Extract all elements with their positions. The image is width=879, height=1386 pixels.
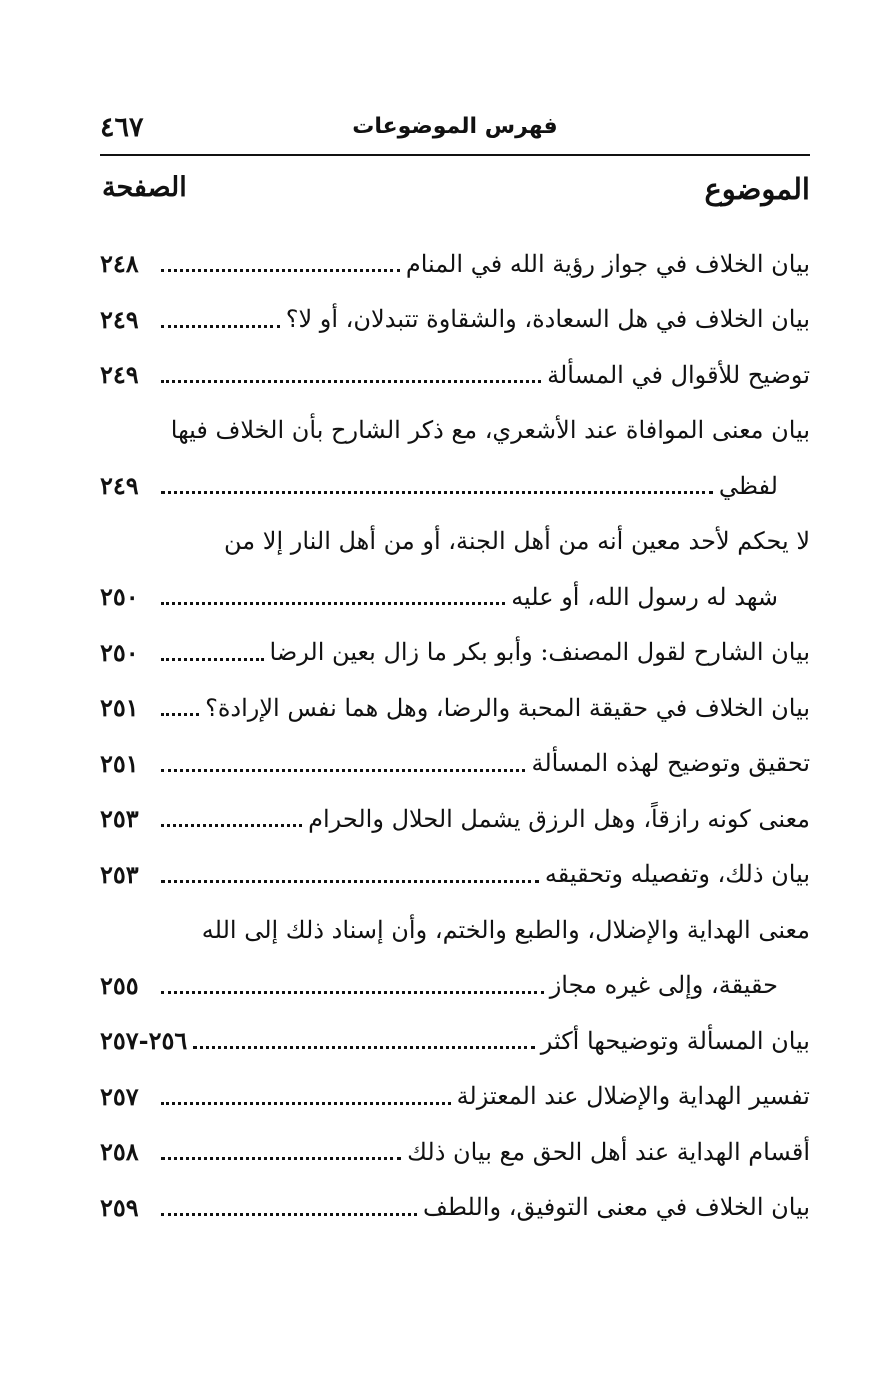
toc-entry-text: بيان المسألة وتوضيحها أكثر <box>540 1026 810 1055</box>
toc-entry-text: بيان الخلاف في معنى التوفيق، واللطف <box>423 1193 810 1222</box>
header-rule <box>100 154 810 156</box>
dot-leader <box>161 769 525 772</box>
table-of-contents <box>100 236 810 1235</box>
toc-entry-text: معنى كونه رازقاً، وهل الرزق يشمل الحلال والحرام <box>308 804 810 833</box>
toc-entry-page-number: ٢٤٩ <box>100 304 139 334</box>
toc-entry-text: بيان معنى الموافاة عند الأشعري، مع ذكر الشارح بأن الخلاف فيها <box>170 416 810 445</box>
toc-entry-text: معنى الهداية والإضلال، والطبع والختم، وأن إسناد ذلك إلى الله <box>201 915 810 944</box>
toc-entry-text: لا يحكم لأحد معين أنه من أهل الجنة، أو من أهل النار إلا من <box>224 527 810 556</box>
dot-leader <box>161 1157 401 1160</box>
dot-leader <box>161 325 280 328</box>
toc-entry-line <box>100 1180 810 1236</box>
toc-entry-page-number: ٢٤٩ <box>100 360 139 390</box>
toc-entry-line <box>100 902 810 958</box>
dot-leader <box>161 880 539 883</box>
toc-entry-page-number: ٢٥٧ <box>100 1081 139 1111</box>
toc-entry-line <box>100 847 810 903</box>
column-heading-topic: الموضوع <box>704 172 810 206</box>
toc-entry-page-number: ٢٥٨ <box>100 1137 139 1167</box>
toc-entry-text: شهد له رسول الله، أو عليه <box>511 582 778 611</box>
dot-leader <box>161 269 400 272</box>
toc-entry-line <box>100 458 810 514</box>
toc-entry-text: لفظي <box>718 471 778 500</box>
toc-entry-line <box>100 1013 810 1069</box>
column-heading-page: الصفحة <box>102 172 187 203</box>
toc-entry-text: بيان الشارح لقول المصنف: وأبو بكر ما زال بعين الرضا <box>269 638 810 667</box>
toc-entry-page-number: ٢٥٣ <box>100 859 139 889</box>
toc-entry-text: بيان الخلاف في جواز رؤية الله في المنام <box>405 249 810 278</box>
toc-entry-text: بيان الخلاف في حقيقة المحبة والرضا، وهل هما نفس الإرادة؟ <box>205 693 810 722</box>
toc-entry-page-number: ٢٤٨ <box>100 249 139 279</box>
dot-leader <box>161 1213 417 1216</box>
toc-entry-page-number: ٢٥٠ <box>100 582 139 612</box>
toc-entry-text: أقسام الهداية عند أهل الحق مع بيان ذلك <box>407 1137 810 1166</box>
toc-entry-page-number: ٢٥٥ <box>100 970 139 1000</box>
toc-entry-line <box>100 791 810 847</box>
toc-entry-line <box>100 958 810 1014</box>
running-header <box>100 112 810 146</box>
toc-entry-line <box>100 569 810 625</box>
toc-entry-page-number: ٢٥٦-٢٥٧ <box>100 1026 188 1056</box>
toc-entry-text: بيان الخلاف في هل السعادة، والشقاوة تتبدلان، أو لا؟ <box>285 305 810 334</box>
toc-entry-text: حقيقة، وإلى غيره مجاز <box>549 971 778 1000</box>
dot-leader <box>161 658 264 661</box>
dot-leader <box>161 1102 451 1105</box>
dot-leader <box>161 380 541 383</box>
toc-entry-line <box>100 680 810 736</box>
dot-leader <box>161 824 302 827</box>
toc-entry-text: بيان ذلك، وتفصيله وتحقيقه <box>544 860 810 889</box>
toc-entry-text: تحقيق وتوضيح لهذه المسألة <box>531 749 810 778</box>
toc-entry-page-number: ٢٥١ <box>100 693 139 723</box>
toc-entry-page-number: ٢٥٠ <box>100 637 139 667</box>
column-headings <box>100 172 810 216</box>
toc-entry-page-number: ٢٥١ <box>100 748 139 778</box>
toc-entry-page-number: ٢٤٩ <box>100 471 139 501</box>
dot-leader <box>161 491 713 494</box>
dot-leader <box>161 991 544 994</box>
toc-entry-line <box>100 736 810 792</box>
toc-entry-line <box>100 1124 810 1180</box>
dot-leader <box>193 1046 534 1049</box>
toc-entry-text: توضيح للأقوال في المسألة <box>547 360 810 389</box>
toc-entry-line <box>100 625 810 681</box>
toc-entry-text: تفسير الهداية والإضلال عند المعتزلة <box>456 1082 810 1111</box>
header-page-number: ٤٦٧ <box>100 112 144 143</box>
toc-entry-line <box>100 403 810 459</box>
toc-entry-line <box>100 514 810 570</box>
toc-entry-line <box>100 347 810 403</box>
toc-entry-line <box>100 292 810 348</box>
toc-entry-line <box>100 1069 810 1125</box>
toc-entry-line <box>100 236 810 292</box>
dot-leader <box>161 602 505 605</box>
toc-entry-page-number: ٢٥٣ <box>100 804 139 834</box>
toc-entry-page-number: ٢٥٩ <box>100 1192 139 1222</box>
dot-leader <box>161 713 199 716</box>
header-title: فهرس الموضوعات <box>352 114 558 139</box>
